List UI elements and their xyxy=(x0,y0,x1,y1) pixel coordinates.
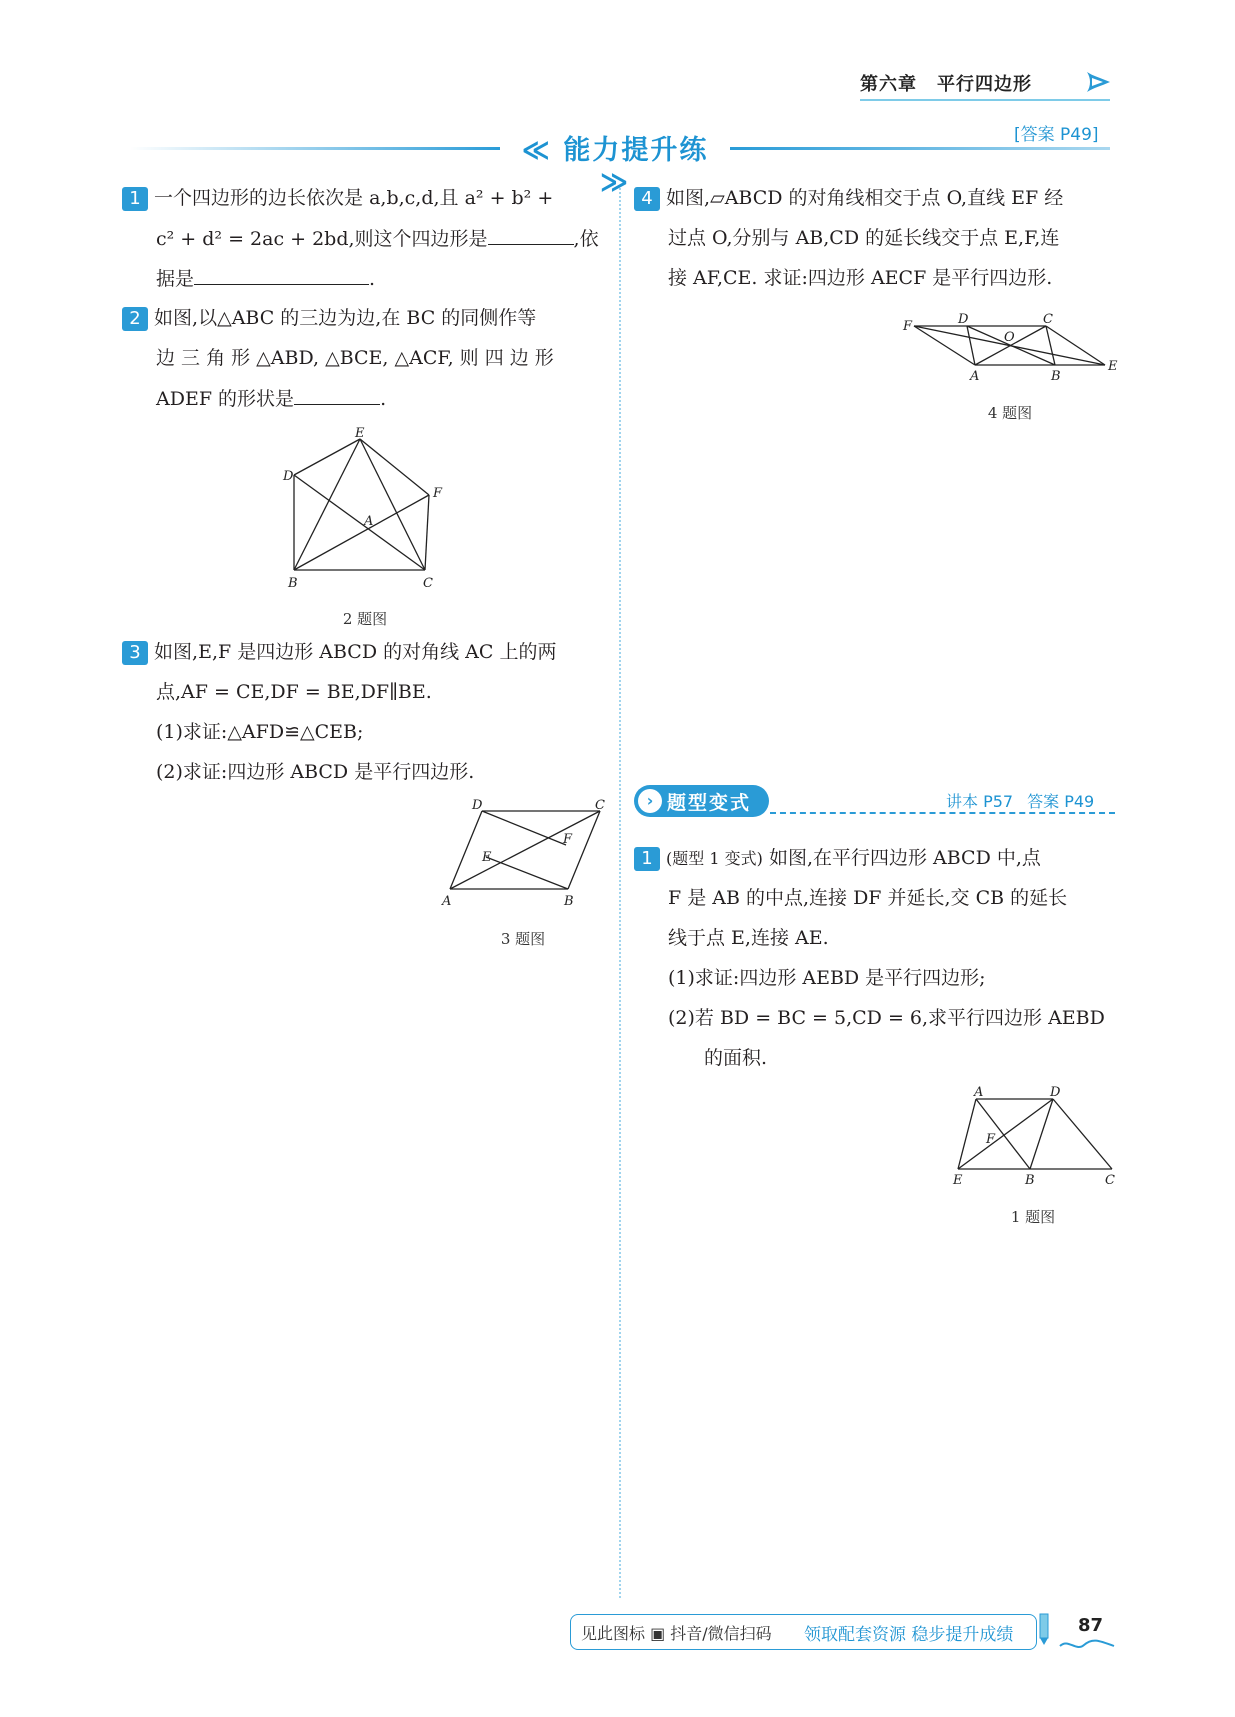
page-number: 87 xyxy=(1078,1615,1104,1636)
figure-label: E xyxy=(482,850,492,865)
variant-section-tag xyxy=(634,785,769,817)
question-text-line: 如图,在平行四边形 ABCD 中,点 xyxy=(768,847,1041,869)
figure-label: F xyxy=(986,1132,996,1147)
figure-3-caption: 3 题图 xyxy=(500,930,546,948)
figure-label: F xyxy=(903,319,913,334)
chapter-title: 平行四边形 xyxy=(937,74,1032,95)
chapter-arrow-icon xyxy=(1083,68,1113,96)
chapter-number: 第六章 xyxy=(860,74,917,95)
question-text-line: F 是 AB 的中点,连接 DF 并延长,交 CB 的延长 xyxy=(668,887,1068,909)
figure-3 xyxy=(438,797,613,912)
figure-2-caption: 2 题图 xyxy=(342,610,388,628)
figure-label: A xyxy=(364,514,374,529)
question-text-line: 线于点 E,连接 AE. xyxy=(668,927,829,949)
question-text-line: 边 三 角 形 △ABD, △BCE, △ACF, 则 四 边 形 xyxy=(156,347,554,369)
question-number: 3 xyxy=(122,641,148,665)
figure-4-caption: 4 题图 xyxy=(987,404,1033,422)
figure-4 xyxy=(900,303,1120,383)
variant-type-prefix: (题型 1 变式) xyxy=(666,849,763,868)
figure-label: D xyxy=(1050,1085,1061,1100)
figure-label: C xyxy=(1043,312,1053,327)
question-number: 2 xyxy=(122,307,148,331)
question-text-line: 过点 O,分别与 AB,CD 的延长线交于点 E,F,连 xyxy=(668,227,1060,249)
header-rule xyxy=(860,99,1110,101)
figure-label: O xyxy=(1004,330,1015,345)
answer-blank[interactable] xyxy=(294,378,380,405)
question-number: 1 xyxy=(634,847,660,871)
answer-blank[interactable] xyxy=(488,218,574,245)
figure-label: D xyxy=(472,798,483,813)
question-text-line: 如图,以△ABC 的三边为边,在 BC 的同侧作等 xyxy=(154,307,537,329)
section-title: ≪ 能力提升练 ≫ xyxy=(521,135,709,198)
footer-lead: 见此图标 ▣ 抖音/微信扫码 xyxy=(581,1624,772,1643)
question-text-line: 接 AF,CE. 求证:四边形 AECF 是平行四边形. xyxy=(668,267,1053,289)
figure-label: B xyxy=(288,576,298,591)
figure-label: F xyxy=(563,832,573,847)
variant-section-title: 题型变式 xyxy=(667,792,752,814)
question-number: 4 xyxy=(634,187,660,211)
pencil-icon xyxy=(1036,1612,1052,1646)
section-title-right-rule xyxy=(730,147,1110,150)
figure-label: A xyxy=(974,1085,984,1100)
figure-label: D xyxy=(958,312,969,327)
figure-label: B xyxy=(1051,369,1061,383)
question-text-line: (2)若 BD = BC = 5,CD = 6,求平行四边形 AEBD xyxy=(668,1007,1105,1029)
chevron-right-icon: › xyxy=(638,789,662,813)
section-title-left-rule xyxy=(130,147,500,150)
variant-dashed-rule xyxy=(770,812,1115,814)
figure-label: B xyxy=(564,894,574,909)
figure-label: D xyxy=(283,469,294,484)
question-text-line: . xyxy=(380,388,387,410)
footer-highlight: 领取配套资源 稳步提升成绩 xyxy=(804,1625,1014,1645)
figure-variant-1-caption: 1 题图 xyxy=(1010,1208,1056,1226)
variant-answer-ref: 答案 P49 xyxy=(1027,792,1095,811)
question-text-line: ,依 xyxy=(573,228,599,250)
figure-label: C xyxy=(423,576,433,591)
question-text-line: 如图,▱ABCD 的对角线相交于点 O,直线 EF 经 xyxy=(666,187,1064,209)
question-text-line: 的面积. xyxy=(704,1047,768,1069)
figure-variant-1 xyxy=(948,1083,1118,1188)
question-text-line: c² + d² = 2ac + 2bd,则这个四边形是 xyxy=(156,228,488,250)
footer-banner xyxy=(570,1614,1037,1650)
question-text-line: ADEF 的形状是 xyxy=(156,388,295,410)
page-wave-icon xyxy=(1058,1636,1118,1654)
question-text-line: 点,AF = CE,DF = BE,DF∥BE. xyxy=(156,681,432,703)
chapter-header xyxy=(860,70,1032,96)
column-divider xyxy=(619,188,621,1598)
figure-label: B xyxy=(1025,1173,1035,1188)
answer-blank[interactable] xyxy=(194,258,369,285)
figure-2 xyxy=(280,425,450,595)
figure-label: C xyxy=(595,798,605,813)
figure-label: A xyxy=(970,369,980,383)
figure-label: C xyxy=(1105,1173,1115,1188)
figure-label: A xyxy=(442,894,452,909)
figure-label: E xyxy=(953,1173,963,1188)
variant-refs xyxy=(946,789,1094,812)
question-text-line: 如图,E,F 是四边形 ABCD 的对角线 AC 上的两 xyxy=(154,641,557,663)
question-text-line: (2)求证:四边形 ABCD 是平行四边形. xyxy=(156,761,475,783)
question-text-line: . xyxy=(369,268,376,290)
question-number: 1 xyxy=(122,187,148,211)
question-text-line: (1)求证:四边形 AEBD 是平行四边形; xyxy=(668,967,986,989)
figure-label: E xyxy=(1108,359,1118,374)
figure-label: F xyxy=(433,486,443,501)
lecture-ref: 讲本 P57 xyxy=(946,792,1014,811)
figure-label: E xyxy=(355,426,365,441)
question-text-line: 一个四边形的边长依次是 a,b,c,d,且 a² + b² + xyxy=(154,187,554,209)
question-text-line: 据是 xyxy=(156,268,195,290)
section-answer-ref: [答案 P49] xyxy=(1014,125,1099,145)
question-text-line: (1)求证:△AFD≌△CEB; xyxy=(156,721,364,743)
